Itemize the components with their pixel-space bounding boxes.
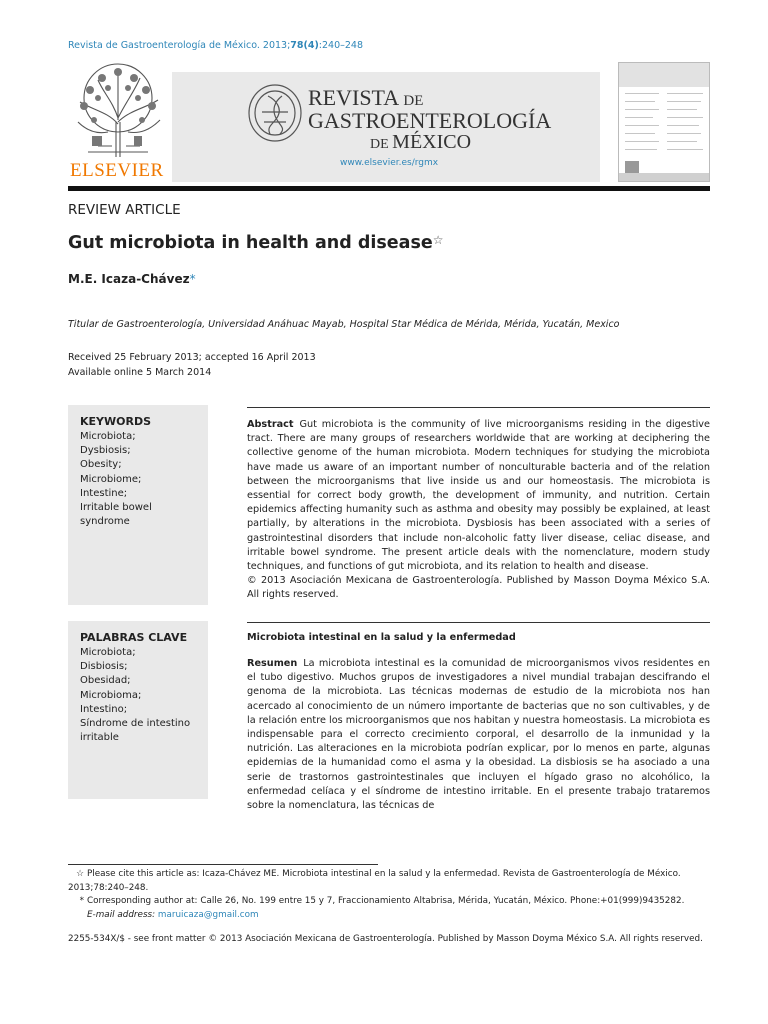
journal-cover-thumbnail[interactable]: [618, 62, 710, 182]
keyword: Intestino;: [80, 703, 128, 715]
keyword: Intestine;: [80, 487, 128, 499]
header-rule: [68, 186, 710, 191]
cover-text-line: [667, 149, 703, 150]
email-link[interactable]: maruicaza@gmail.com: [157, 909, 259, 920]
resumen-text: La microbiota intestinal es la comunidad de microorganismos vivos residentes en el tubo digestivo. Muchos grupos de investigadores a nivel mundial trabajan descifrando el genoma de la microbiota. Las técnicas modernas de estudio de la microbiota nos han acercado al conocimiento de un número importante de bacterias que no son cultivables, y de la relación entre los microorganismos que nos habitan y nuestra homeostasis. La microbiota es indispensable para el correcto crecimiento corporal, el desarrollo de la inmunidad y la nutrición. Las alteraciones en la microbiota podrían explicar, por lo menos en parte, algunas epidemias de la humanidad como el asma y la obesidad. La disbiosis se ha asociado a una serie de trastornos gastrointestinales que incluyen el hígado graso no alcohólico, la enfermedad celíaca y el síndrome de intestino irritable. En el presente trabajo trataremos sobre la nomenclatura, las técnicas de: [247, 658, 710, 812]
keyword: irritable: [80, 732, 119, 744]
journal-citation[interactable]: [68, 40, 363, 51]
cover-text-line: [667, 109, 697, 110]
author-name: M.E. Icaza-Chávez*: [68, 272, 196, 286]
abstract-label: Abstract: [247, 419, 294, 430]
cover-text-line: [625, 93, 659, 94]
front-matter: 2255-534X/$ - see front matter © 2013 Asociación Mexicana de Gastroenterología. Published by Masson Doyma México S.A. All rights reserved.: [68, 934, 703, 944]
keyword: Obesity;: [80, 459, 122, 471]
cover-text-line: [667, 93, 703, 94]
keyword: Microbioma;: [80, 689, 142, 701]
footnote-mark: ☆: [76, 869, 84, 879]
keyword: Síndrome de intestino: [80, 718, 191, 730]
corresponding-footnote: * Corresponding author at: Calle 26, No. 199 entre 15 y 7, Fraccionamiento Altabrisa, Mérida, Yucatán, México. Phone:+01(999)9435282.: [68, 895, 710, 909]
keyword: Microbiome;: [80, 473, 142, 485]
keyword: Microbiota;: [80, 431, 136, 442]
author-footnote-mark[interactable]: *: [189, 272, 196, 286]
cover-text-line: [667, 125, 699, 126]
citation-pages: :240–248: [318, 40, 364, 51]
spanish-title: Microbiota intestinal en la salud y la enfermedad: [247, 632, 516, 643]
publisher-name: ELSEVIER: [70, 160, 164, 181]
abstract-copyright: © 2013 Asociación Mexicana de Gastroenterología. Published by Masson Doyma México S.A. All rights reserved.: [247, 575, 710, 601]
cover-footer-strip: [619, 173, 709, 181]
palabras-clave-title: PALABRAS CLAVE: [80, 631, 188, 644]
cover-text-line: [667, 117, 703, 118]
keywords-title: KEYWORDS: [80, 415, 152, 428]
abstract-rule: [247, 407, 710, 408]
email-footnote: [68, 909, 710, 923]
cover-text-line: [625, 109, 659, 110]
resumen-paragraph: [247, 657, 710, 812]
resumen-label: Resumen: [247, 658, 298, 669]
received-date: Received 25 February 2013; accepted 16 April 2013: [68, 352, 316, 363]
cover-text-line: [667, 141, 697, 142]
journal-title-line1: REVISTA DE: [308, 85, 424, 110]
keyword: Dysbiosis;: [80, 445, 131, 457]
article-dates: [68, 350, 316, 380]
title-footnote-mark[interactable]: ☆: [432, 233, 444, 247]
citation-footnote: ☆ Please cite this article as: Icaza-Chávez ME. Microbiota intestinal en la salud y la enfermedad. Revista de Gastroenterología de México. 2013;78:240–248.: [68, 869, 681, 893]
palabras-clave-box: [68, 621, 208, 799]
journal-url-link[interactable]: www.elsevier.es/rgmx: [340, 158, 439, 168]
citation-journal: Revista de Gastroenterología de México. 2013;: [68, 40, 291, 51]
cover-logo-mark: [625, 161, 639, 173]
cover-text-line: [625, 141, 659, 142]
keyword: Irritable bowel: [80, 502, 152, 514]
journal-title-line3: DE MÉXICO: [370, 131, 472, 153]
keyword: Obesidad;: [80, 675, 131, 687]
keyword: syndrome: [80, 516, 130, 528]
online-date: Available online 5 March 2014: [68, 367, 212, 378]
abstract-text: Gut microbiota is the community of live microorganisms residing in the digestive tract. There are many groups of researchers worldwide that are working at deciphering the collective genome of the human microbiota. Modern techniques for studying the microbiota have made us aware of an important number of nonculturable bacteria and of the relation between the microorganisms that live inside us and our homeostasis. The microbiota is essential for correct body growth, the development of immunity, and nutrition. Certain epidemics affecting humanity such as asthma and obesity may possibly be explained, at least partially, by alterations in the microbiota. Dysbiosis has been associated with a series of gastrointestinal disorders that include non-alcoholic fatty liver disease, celiac disease, and irritable bowel syndrome. The present article deals with the nomenclature, modern study techniques, and functions of gut microbiota, and its relation to health and disease.: [247, 419, 710, 573]
cover-text-line: [625, 149, 657, 150]
cover-text-line: [625, 101, 655, 102]
email-label: E-mail address:: [87, 909, 156, 920]
cover-text-line: [625, 117, 653, 118]
article-type: REVIEW ARTICLE: [68, 202, 181, 218]
cover-text-line: [625, 133, 655, 134]
citation-volume: 78(4): [290, 40, 319, 51]
journal-seal-icon: [246, 82, 304, 144]
keywords-box: [68, 405, 208, 605]
keyword: Disbiosis;: [80, 661, 128, 673]
footnotes: [68, 868, 710, 922]
abstract-paragraph: [247, 418, 710, 603]
author-affiliation: Titular de Gastroenterología, Universidad Anáhuac Mayab, Hospital Star Médica de Mérida, Mérida, Yucatán, Mexico: [68, 319, 620, 330]
cover-text-line: [625, 125, 659, 126]
article-title: Gut microbiota in health and disease☆: [68, 233, 444, 253]
cover-text-line: [667, 101, 701, 102]
cover-text-line: [667, 133, 701, 134]
cover-header-strip: [619, 63, 709, 87]
footnote-rule: [68, 864, 378, 865]
footnote-mark: *: [79, 896, 84, 906]
journal-title-line2: GASTROENTEROLOGÍA: [308, 108, 552, 133]
resumen-rule: [247, 622, 710, 623]
keyword: Microbiota;: [80, 647, 136, 658]
